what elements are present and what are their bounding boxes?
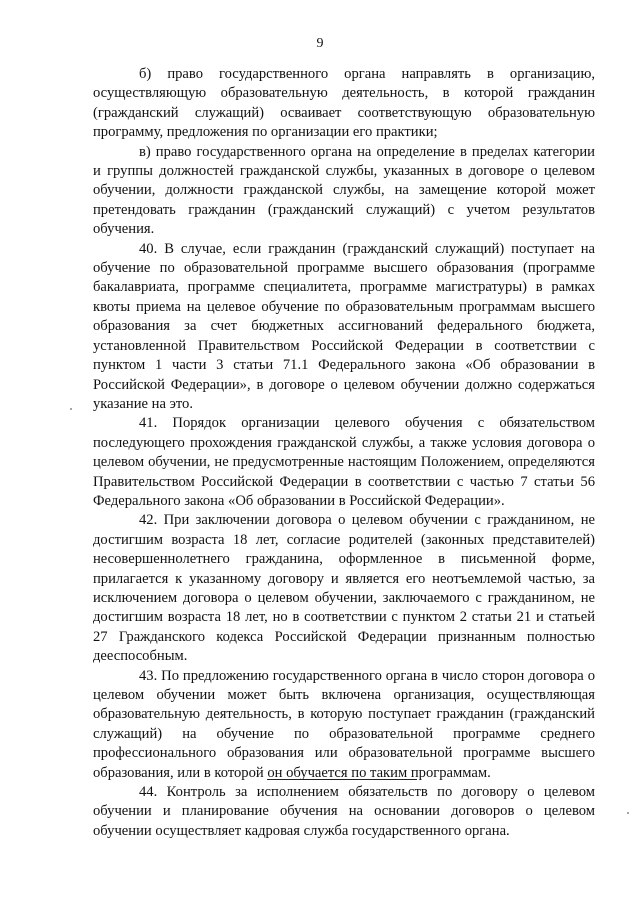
paragraph-clause-42: 42. При заключении договора о целевом обучении с гражданином, не достигшим возраста 18 лет, согласие родителей (законных представителей) несовершеннолетнего гражданина, оформленное в письменной форме, прилагается к указанному договору и является его неотъемлемой частью, за исключением договора о целевом обучении, заключаемого с гражданином, не достигшим возраста 18 лет, но в соответствии с пунктом 2 статьи 21 и статьей 27 Гражданского кодекса Российской Федерации признанным полностью дееспособным. (93, 512, 595, 665)
paragraph-clause-44: 44. Контроль за исполнением обязательств по договору о целевом обучении и планирование обучения на основании договоров о целевом обучении осуществляет кадровая служба государственного органа. (93, 784, 595, 839)
paragraph-clause-43: 43. По предложению государственного органа в число сторон договора о целевом обучении может быть включена организация, осуществляющая образовательную деятельность, в которую поступает гражданин (гражданский служащий) на обучение по образовательной программе среднего профессионального образования или образовательной программе высшего образования, или в которой он обучается по таким программам. (93, 667, 595, 781)
document-body (93, 65, 595, 841)
paragraph-item-b: б) право государственного органа направлять в организацию, осуществляющую образовательную деятельность, в которой гражданин (гражданский служащий) осваивает соответствующую образовательную программу, предложения по организации его практики; (93, 66, 595, 141)
paragraph-clause-41: 41. Порядок организации целевого обучения с обязательством последующего прохождения гражданской службы, а также условия договора о целевом обучении, не предусмотренные настоящим Положением, определяются Правительством Российской Федерации в соответствии с частью 7 статьи 56 Федерального закона «Об образовании в Российской Федерации». (93, 415, 595, 509)
page-number: 9 (316, 36, 324, 51)
scan-speck (627, 812, 629, 814)
paragraph-item-v: в) право государственного органа на определение в пределах категории и группы должностей гражданской службы, указанных в договоре о целевом обучении, должности гражданской службы, на замещение которой может претендовать гражданин (гражданский служащий) с учетом результатов обучения. (93, 143, 595, 238)
scan-speck (70, 408, 72, 410)
paragraph-clause-40: 40. В случае, если гражданин (гражданский служащий) поступает на обучение по образовательной программе высшего образования (программе бакалавриата, программе специалитета, программе магистратуры) в рамках квоты приема на целевое обучение по образовательным программам высшего образования за счет бюджетных ассигнований федерального бюджета, установленной Правительством Российской Федерации в соответствии с пунктом 1 части 3 статьи 71.1 Федерального закона «Об образовании в Российской Федерации», в договоре о целевом обучении должно содержаться указание на это. (93, 240, 595, 412)
end-of-document-rule (267, 779, 417, 780)
